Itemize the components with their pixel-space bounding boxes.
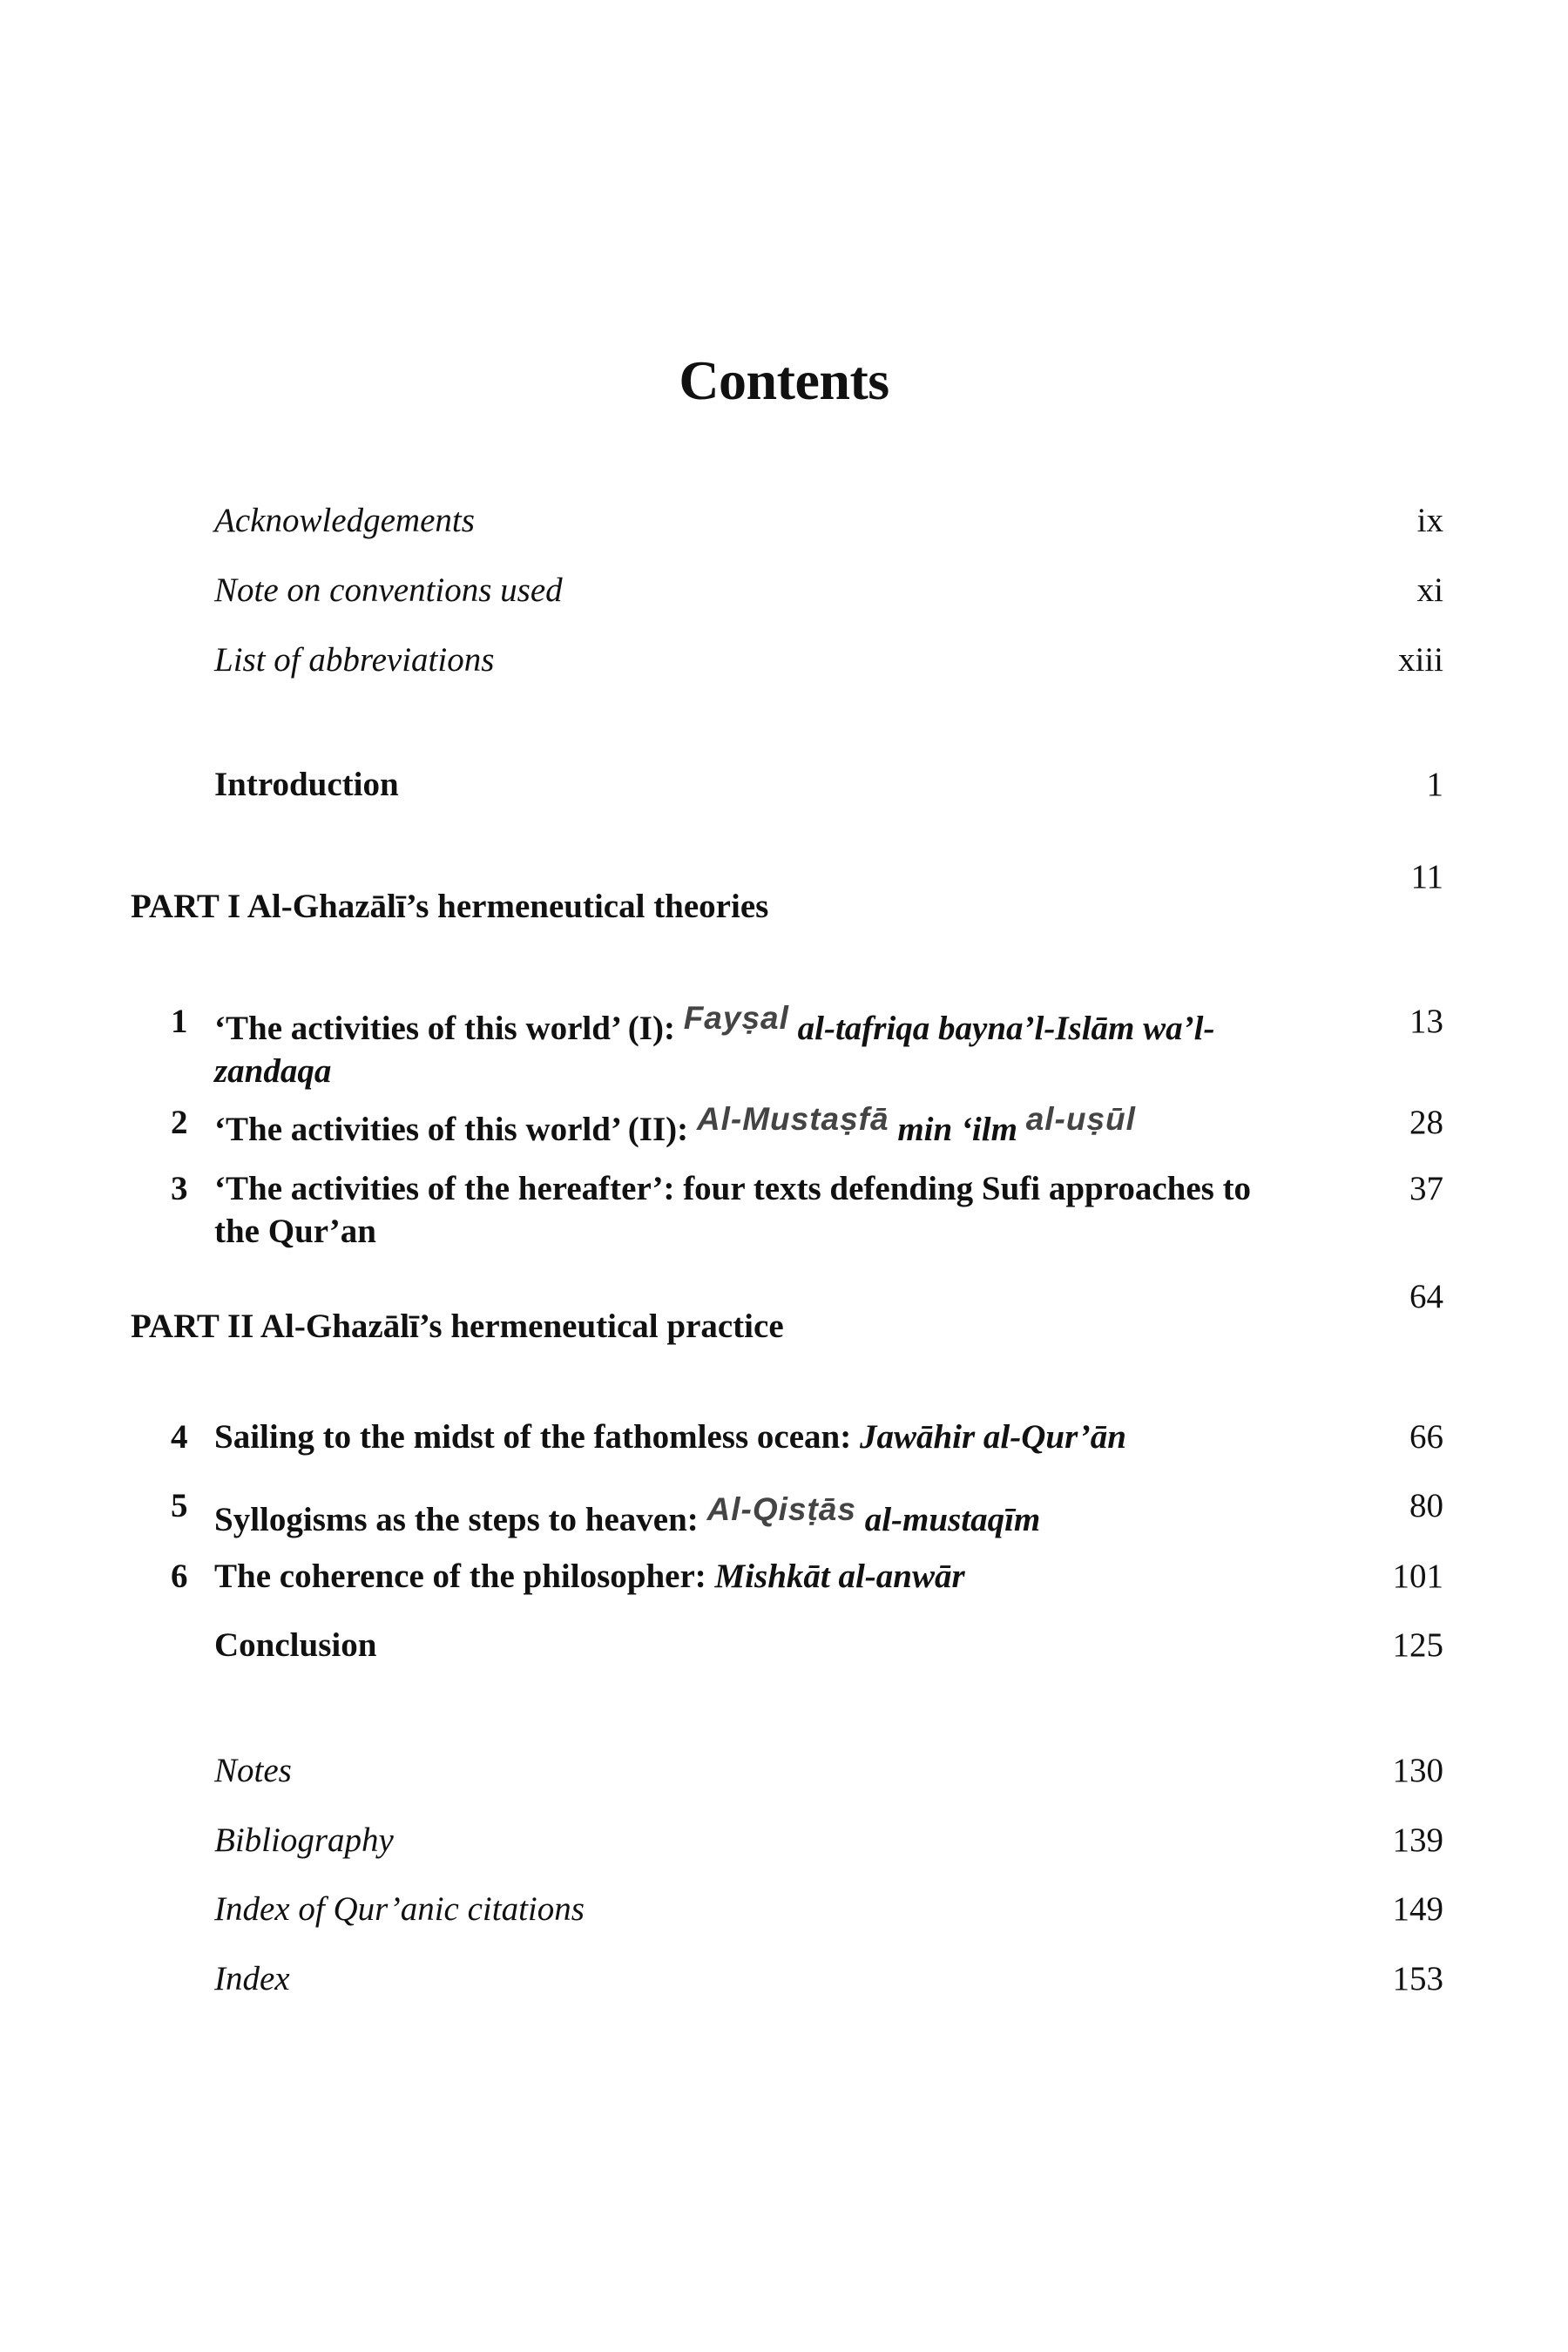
chapter-title-italic: Mishkāt al-anwār bbox=[714, 1558, 965, 1595]
toc-entry-page: 101 bbox=[1392, 1558, 1443, 1595]
chapter-title-part: The coherence of the philosopher: bbox=[214, 1558, 715, 1595]
toc-entry-label: Introduction bbox=[214, 766, 399, 803]
chapter-title-italic: al-mustaqīm bbox=[855, 1501, 1041, 1538]
part-heading-label: PART II Al-Ghazālī’s hermeneutical practice bbox=[131, 1308, 784, 1345]
chapter-title-italic: al-tafriqa bayna’l-Islām wa’l- bbox=[788, 1010, 1215, 1047]
arabic-term-image: al-uṣūl bbox=[1025, 1101, 1136, 1137]
chapter-title-part: the Qur’an bbox=[214, 1213, 376, 1250]
part-heading-page: 11 bbox=[1410, 858, 1443, 896]
toc-entry-page: 13 bbox=[1409, 1003, 1443, 1040]
toc-entry-page: 139 bbox=[1392, 1821, 1443, 1859]
toc-entry-label: Bibliography bbox=[214, 1821, 394, 1859]
toc-entry-page: 153 bbox=[1392, 1960, 1443, 1997]
chapter-title-italic: zandaqa bbox=[214, 1052, 332, 1090]
toc-entry-page: 37 bbox=[1409, 1170, 1443, 1207]
toc-entry-page: ix bbox=[1416, 502, 1443, 539]
toc-entry-label: Note on conventions used bbox=[214, 571, 563, 609]
toc-entry-page: xi bbox=[1416, 571, 1443, 609]
chapter-title-part: ‘The activities of the hereafter’: four texts defending Sufi approaches to bbox=[214, 1170, 1252, 1207]
part-heading-label: PART I Al-Ghazālī’s hermeneutical theories bbox=[131, 888, 769, 925]
toc-entry-page: 149 bbox=[1392, 1890, 1443, 1928]
toc-entry-page: xiii bbox=[1397, 641, 1443, 679]
toc-entry-page: 28 bbox=[1409, 1104, 1443, 1141]
toc-entry-label: Acknowledgements bbox=[214, 502, 475, 539]
chapter-title-italic: Jawāhir al-Qur’ān bbox=[859, 1418, 1126, 1456]
chapter-title-part: ‘The activities of this world’ (II): bbox=[214, 1111, 697, 1148]
page-title: Contents bbox=[679, 349, 889, 411]
toc-entry-page: 130 bbox=[1392, 1752, 1443, 1789]
toc-entry-page: 125 bbox=[1392, 1626, 1443, 1664]
toc-entry-label: Index bbox=[214, 1960, 290, 1997]
arabic-term-image: Al-Mustaṣfā bbox=[696, 1101, 889, 1137]
chapter-number: 3 bbox=[171, 1170, 188, 1207]
chapter-number: 6 bbox=[171, 1558, 188, 1595]
toc-entry-page: 80 bbox=[1409, 1487, 1443, 1524]
arabic-term-image: Fayṣal bbox=[683, 1000, 789, 1036]
toc-entry-label: List of abbreviations bbox=[214, 641, 495, 679]
part-heading-page: 64 bbox=[1409, 1278, 1443, 1315]
toc-entry-label: Conclusion bbox=[214, 1626, 377, 1664]
toc-entry-label: Notes bbox=[214, 1752, 292, 1789]
chapter-title-italic: min ‘ilm bbox=[889, 1111, 1026, 1148]
toc-entry-label: Index of Qur’anic citations bbox=[214, 1890, 585, 1928]
chapter-number: 2 bbox=[171, 1104, 188, 1141]
toc-entry-page: 66 bbox=[1409, 1418, 1443, 1456]
chapter-number: 1 bbox=[171, 1003, 188, 1040]
chapter-number: 4 bbox=[171, 1418, 188, 1456]
chapter-number: 5 bbox=[171, 1487, 188, 1524]
chapter-title-part: ‘The activities of this world’ (I): bbox=[214, 1010, 684, 1047]
chapter-title-part: Syllogisms as the steps to heaven: bbox=[214, 1501, 707, 1538]
arabic-term-image: Al-Qisṭās bbox=[706, 1491, 856, 1527]
toc-entry-page: 1 bbox=[1426, 766, 1443, 803]
chapter-title-part: Sailing to the midst of the fathomless ocean: bbox=[214, 1418, 860, 1456]
